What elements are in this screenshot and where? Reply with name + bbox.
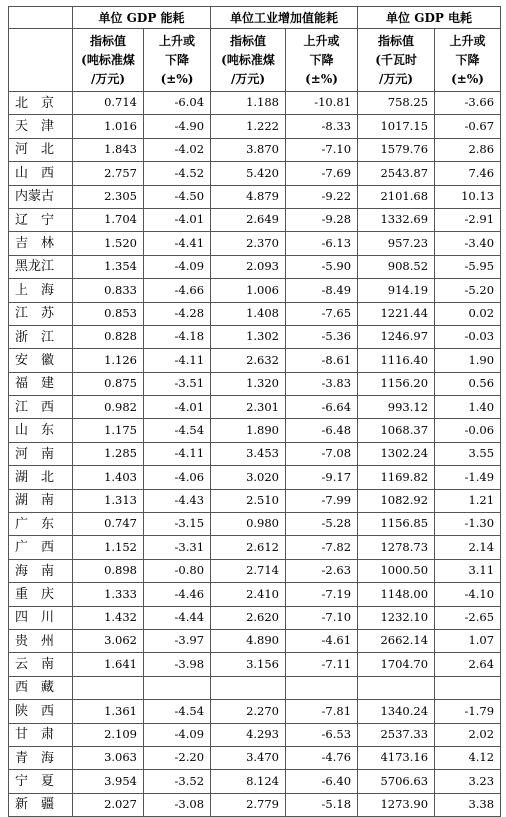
electricity-change-cell: 3.11 — [435, 559, 501, 582]
gdp-energy-change-cell: -4.11 — [144, 442, 211, 465]
electricity-change-cell: -0.03 — [435, 325, 501, 348]
region-cell: 西 藏 — [9, 676, 73, 699]
electricity-change-cell: 1.90 — [435, 349, 501, 372]
gdp-energy-change-cell: -3.52 — [144, 770, 211, 793]
table-row — [9, 115, 501, 138]
electricity-value-cell: 1148.00 — [358, 583, 435, 606]
gdp-energy-change-cell: -3.15 — [144, 513, 211, 536]
header-gdp-energy: 单位 GDP 能耗 — [73, 7, 211, 29]
industrial-change-cell: -9.28 — [286, 208, 358, 231]
table-row — [9, 770, 501, 793]
corner-cell-sub — [9, 29, 73, 92]
table-row — [9, 162, 501, 185]
gdp-energy-change-cell: -3.08 — [144, 793, 211, 816]
industrial-value-cell: 3.870 — [211, 138, 286, 161]
electricity-value-cell: 1302.24 — [358, 442, 435, 465]
electricity-value-cell: 1278.73 — [358, 536, 435, 559]
electricity-change-cell: 3.38 — [435, 793, 501, 816]
gdp-energy-value-cell: 1.641 — [73, 653, 144, 676]
region-cell: 山 西 — [9, 162, 73, 185]
gdp-energy-change-cell: -3.97 — [144, 629, 211, 652]
electricity-change-cell: 7.46 — [435, 162, 501, 185]
gdp-energy-change-cell: -4.52 — [144, 162, 211, 185]
gdp-energy-change-cell: -4.50 — [144, 185, 211, 208]
industrial-change-cell: -6.13 — [286, 232, 358, 255]
electricity-change-cell: 3.55 — [435, 442, 501, 465]
gdp-energy-value-cell: 1.361 — [73, 700, 144, 723]
region-cell: 山 东 — [9, 419, 73, 442]
industrial-change-cell: -7.08 — [286, 442, 358, 465]
industrial-value-cell: 2.632 — [211, 349, 286, 372]
industrial-value-cell: 3.156 — [211, 653, 286, 676]
table-row — [9, 606, 501, 629]
electricity-value-cell: 758.25 — [358, 92, 435, 115]
gdp-energy-value-cell: 0.747 — [73, 513, 144, 536]
region-cell: 宁 夏 — [9, 770, 73, 793]
table-row — [9, 700, 501, 723]
table-row — [9, 723, 501, 746]
table-row — [9, 396, 501, 419]
header-electricity-value: 指标值 (千瓦时 /万元) — [358, 29, 435, 92]
electricity-value-cell: 1000.50 — [358, 559, 435, 582]
gdp-energy-value-cell: 0.828 — [73, 325, 144, 348]
gdp-energy-value-cell: 0.982 — [73, 396, 144, 419]
region-cell: 广 东 — [9, 513, 73, 536]
table-row — [9, 349, 501, 372]
industrial-value-cell: 2.649 — [211, 208, 286, 231]
table-row — [9, 746, 501, 769]
gdp-energy-change-cell: -0.80 — [144, 559, 211, 582]
industrial-value-cell: 2.370 — [211, 232, 286, 255]
industrial-value-cell: 2.779 — [211, 793, 286, 816]
industrial-change-cell: -5.36 — [286, 325, 358, 348]
gdp-energy-value-cell: 1.432 — [73, 606, 144, 629]
industrial-value-cell: 3.453 — [211, 442, 286, 465]
gdp-energy-change-cell: -4.09 — [144, 723, 211, 746]
industrial-value-cell: 8.124 — [211, 770, 286, 793]
header-industrial-change: 上升或 下降 (±%) — [286, 29, 358, 92]
electricity-value-cell: 1082.92 — [358, 489, 435, 512]
table-row — [9, 466, 501, 489]
gdp-energy-change-cell: -4.01 — [144, 208, 211, 231]
gdp-energy-value-cell: 1.520 — [73, 232, 144, 255]
region-cell: 江 苏 — [9, 302, 73, 325]
region-cell: 安 徽 — [9, 349, 73, 372]
electricity-change-cell: 1.40 — [435, 396, 501, 419]
electricity-change-cell: -4.10 — [435, 583, 501, 606]
table-row — [9, 536, 501, 559]
region-cell: 贵 州 — [9, 629, 73, 652]
electricity-value-cell: 1221.44 — [358, 302, 435, 325]
industrial-change-cell: -7.10 — [286, 606, 358, 629]
industrial-change-cell: -8.61 — [286, 349, 358, 372]
table-row — [9, 208, 501, 231]
table-row — [9, 185, 501, 208]
gdp-energy-value-cell: 3.954 — [73, 770, 144, 793]
table-row — [9, 255, 501, 278]
electricity-change-cell: -5.95 — [435, 255, 501, 278]
region-cell: 青 海 — [9, 746, 73, 769]
industrial-change-cell: -7.10 — [286, 138, 358, 161]
gdp-energy-change-cell: -4.54 — [144, 700, 211, 723]
energy-consumption-table — [8, 6, 501, 817]
electricity-change-cell — [435, 676, 501, 699]
gdp-energy-value-cell: 2.109 — [73, 723, 144, 746]
gdp-energy-value-cell: 0.898 — [73, 559, 144, 582]
industrial-value-cell: 3.470 — [211, 746, 286, 769]
table-row — [9, 676, 501, 699]
electricity-value-cell: 1332.69 — [358, 208, 435, 231]
region-cell: 黑龙江 — [9, 255, 73, 278]
gdp-energy-change-cell: -4.46 — [144, 583, 211, 606]
industrial-value-cell: 3.020 — [211, 466, 286, 489]
table-row — [9, 559, 501, 582]
electricity-change-cell: 0.02 — [435, 302, 501, 325]
electricity-value-cell: 1340.24 — [358, 700, 435, 723]
header-gdp-energy-change: 上升或 下降 (±%) — [144, 29, 211, 92]
gdp-energy-value-cell: 0.833 — [73, 279, 144, 302]
electricity-value-cell: 2543.87 — [358, 162, 435, 185]
industrial-value-cell: 4.293 — [211, 723, 286, 746]
region-cell: 湖 北 — [9, 466, 73, 489]
electricity-value-cell: 957.23 — [358, 232, 435, 255]
region-cell: 河 南 — [9, 442, 73, 465]
table-body — [9, 92, 501, 817]
gdp-energy-value-cell: 1.333 — [73, 583, 144, 606]
header-electricity-change: 上升或 下降 (±%) — [435, 29, 501, 92]
table-row — [9, 583, 501, 606]
industrial-change-cell: -8.49 — [286, 279, 358, 302]
table-row — [9, 279, 501, 302]
industrial-value-cell — [211, 676, 286, 699]
electricity-value-cell: 1704.70 — [358, 653, 435, 676]
industrial-change-cell: -7.65 — [286, 302, 358, 325]
industrial-change-cell: -7.99 — [286, 489, 358, 512]
gdp-energy-change-cell: -3.51 — [144, 372, 211, 395]
industrial-value-cell: 5.420 — [211, 162, 286, 185]
gdp-energy-value-cell: 2.305 — [73, 185, 144, 208]
electricity-value-cell: 1232.10 — [358, 606, 435, 629]
region-cell: 陕 西 — [9, 700, 73, 723]
gdp-energy-value-cell: 0.875 — [73, 372, 144, 395]
industrial-value-cell: 1.408 — [211, 302, 286, 325]
gdp-energy-change-cell: -4.90 — [144, 115, 211, 138]
gdp-energy-change-cell: -4.44 — [144, 606, 211, 629]
table-row — [9, 442, 501, 465]
gdp-energy-change-cell: -4.18 — [144, 325, 211, 348]
gdp-energy-change-cell: -4.43 — [144, 489, 211, 512]
gdp-energy-change-cell: -4.11 — [144, 349, 211, 372]
electricity-change-cell: -0.06 — [435, 419, 501, 442]
region-cell: 新 疆 — [9, 793, 73, 816]
electricity-value-cell: 2662.14 — [358, 629, 435, 652]
gdp-energy-change-cell: -4.66 — [144, 279, 211, 302]
industrial-change-cell — [286, 676, 358, 699]
gdp-energy-change-cell: -4.28 — [144, 302, 211, 325]
electricity-value-cell — [358, 676, 435, 699]
industrial-value-cell: 2.410 — [211, 583, 286, 606]
electricity-value-cell: 2101.68 — [358, 185, 435, 208]
gdp-energy-value-cell: 1.403 — [73, 466, 144, 489]
region-cell: 吉 林 — [9, 232, 73, 255]
electricity-value-cell: 908.52 — [358, 255, 435, 278]
industrial-change-cell: -9.17 — [286, 466, 358, 489]
table-row — [9, 629, 501, 652]
industrial-value-cell: 4.879 — [211, 185, 286, 208]
industrial-value-cell: 2.714 — [211, 559, 286, 582]
electricity-change-cell: -5.20 — [435, 279, 501, 302]
electricity-value-cell: 1273.90 — [358, 793, 435, 816]
electricity-change-cell: 1.07 — [435, 629, 501, 652]
gdp-energy-value-cell: 2.757 — [73, 162, 144, 185]
electricity-value-cell: 1068.37 — [358, 419, 435, 442]
electricity-value-cell: 914.19 — [358, 279, 435, 302]
industrial-value-cell: 4.890 — [211, 629, 286, 652]
industrial-change-cell: -7.69 — [286, 162, 358, 185]
gdp-energy-value-cell: 0.853 — [73, 302, 144, 325]
industrial-change-cell: -8.33 — [286, 115, 358, 138]
gdp-energy-value-cell: 1.285 — [73, 442, 144, 465]
region-cell: 上 海 — [9, 279, 73, 302]
industrial-value-cell: 1.006 — [211, 279, 286, 302]
industrial-change-cell: -5.18 — [286, 793, 358, 816]
electricity-change-cell: -2.65 — [435, 606, 501, 629]
region-cell: 重 庆 — [9, 583, 73, 606]
region-cell: 内蒙古 — [9, 185, 73, 208]
gdp-energy-value-cell: 2.027 — [73, 793, 144, 816]
electricity-change-cell: 2.64 — [435, 653, 501, 676]
gdp-energy-value-cell: 1.354 — [73, 255, 144, 278]
gdp-energy-change-cell: -4.01 — [144, 396, 211, 419]
industrial-change-cell: -7.11 — [286, 653, 358, 676]
industrial-value-cell: 2.612 — [211, 536, 286, 559]
industrial-change-cell: -6.40 — [286, 770, 358, 793]
industrial-value-cell: 1.188 — [211, 92, 286, 115]
industrial-value-cell: 2.620 — [211, 606, 286, 629]
industrial-change-cell: -10.81 — [286, 92, 358, 115]
header-industrial-energy: 单位工业增加值能耗 — [211, 7, 358, 29]
industrial-value-cell: 2.301 — [211, 396, 286, 419]
electricity-change-cell: 3.23 — [435, 770, 501, 793]
region-cell: 天 津 — [9, 115, 73, 138]
gdp-energy-value-cell: 3.062 — [73, 629, 144, 652]
industrial-change-cell: -7.19 — [286, 583, 358, 606]
industrial-change-cell: -2.63 — [286, 559, 358, 582]
region-cell: 北 京 — [9, 92, 73, 115]
electricity-change-cell: -1.79 — [435, 700, 501, 723]
electricity-change-cell: 2.02 — [435, 723, 501, 746]
industrial-change-cell: -6.53 — [286, 723, 358, 746]
gdp-energy-change-cell: -2.20 — [144, 746, 211, 769]
table-row — [9, 92, 501, 115]
region-cell: 河 北 — [9, 138, 73, 161]
gdp-energy-value-cell: 1.175 — [73, 419, 144, 442]
gdp-energy-change-cell: -4.06 — [144, 466, 211, 489]
gdp-energy-value-cell: 1.704 — [73, 208, 144, 231]
header-group-row — [9, 7, 501, 29]
header-gdp-energy-value: 指标值 (吨标准煤 /万元) — [73, 29, 144, 92]
industrial-value-cell: 2.510 — [211, 489, 286, 512]
gdp-energy-change-cell: -6.04 — [144, 92, 211, 115]
region-cell: 湖 南 — [9, 489, 73, 512]
region-cell: 福 建 — [9, 372, 73, 395]
table-row — [9, 489, 501, 512]
table-row — [9, 793, 501, 816]
industrial-value-cell: 2.270 — [211, 700, 286, 723]
gdp-energy-value-cell: 1.313 — [73, 489, 144, 512]
table-row — [9, 419, 501, 442]
industrial-change-cell: -3.83 — [286, 372, 358, 395]
industrial-change-cell: -6.64 — [286, 396, 358, 419]
table-row — [9, 325, 501, 348]
table-row — [9, 232, 501, 255]
electricity-change-cell: 1.21 — [435, 489, 501, 512]
electricity-value-cell: 5706.63 — [358, 770, 435, 793]
gdp-energy-value-cell: 3.063 — [73, 746, 144, 769]
electricity-value-cell: 1156.85 — [358, 513, 435, 536]
industrial-value-cell: 0.980 — [211, 513, 286, 536]
electricity-value-cell: 1246.97 — [358, 325, 435, 348]
gdp-energy-value-cell: 1.126 — [73, 349, 144, 372]
electricity-value-cell: 1017.15 — [358, 115, 435, 138]
gdp-energy-change-cell — [144, 676, 211, 699]
table-row — [9, 513, 501, 536]
gdp-energy-value-cell: 1.016 — [73, 115, 144, 138]
electricity-change-cell: -0.67 — [435, 115, 501, 138]
header-sub-row — [9, 29, 501, 92]
electricity-value-cell: 4173.16 — [358, 746, 435, 769]
electricity-change-cell: 0.56 — [435, 372, 501, 395]
region-cell: 辽 宁 — [9, 208, 73, 231]
header-industrial-value: 指标值 (吨标准煤 /万元) — [211, 29, 286, 92]
gdp-energy-value-cell — [73, 676, 144, 699]
industrial-value-cell: 1.302 — [211, 325, 286, 348]
gdp-energy-change-cell: -4.54 — [144, 419, 211, 442]
corner-cell — [9, 7, 73, 29]
industrial-value-cell: 1.320 — [211, 372, 286, 395]
table-row — [9, 302, 501, 325]
industrial-value-cell: 1.222 — [211, 115, 286, 138]
region-cell: 四 川 — [9, 606, 73, 629]
gdp-energy-change-cell: -3.31 — [144, 536, 211, 559]
gdp-energy-value-cell: 1.843 — [73, 138, 144, 161]
industrial-change-cell: -5.28 — [286, 513, 358, 536]
electricity-value-cell: 1169.82 — [358, 466, 435, 489]
region-cell: 海 南 — [9, 559, 73, 582]
electricity-value-cell: 993.12 — [358, 396, 435, 419]
electricity-value-cell: 1156.20 — [358, 372, 435, 395]
electricity-change-cell: -1.49 — [435, 466, 501, 489]
region-cell: 广 西 — [9, 536, 73, 559]
electricity-change-cell: -1.30 — [435, 513, 501, 536]
industrial-change-cell: -4.76 — [286, 746, 358, 769]
industrial-change-cell: -6.48 — [286, 419, 358, 442]
gdp-energy-change-cell: -4.41 — [144, 232, 211, 255]
gdp-energy-value-cell: 0.714 — [73, 92, 144, 115]
region-cell: 甘 肃 — [9, 723, 73, 746]
electricity-change-cell: 2.14 — [435, 536, 501, 559]
electricity-change-cell: -3.66 — [435, 92, 501, 115]
gdp-energy-change-cell: -4.02 — [144, 138, 211, 161]
electricity-value-cell: 1579.76 — [358, 138, 435, 161]
region-cell: 浙 江 — [9, 325, 73, 348]
electricity-change-cell: -3.40 — [435, 232, 501, 255]
gdp-energy-value-cell: 1.152 — [73, 536, 144, 559]
table-row — [9, 138, 501, 161]
header-gdp-electricity: 单位 GDP 电耗 — [358, 7, 501, 29]
region-cell: 江 西 — [9, 396, 73, 419]
table-row — [9, 653, 501, 676]
region-cell: 云 南 — [9, 653, 73, 676]
industrial-value-cell: 1.890 — [211, 419, 286, 442]
industrial-change-cell: -4.61 — [286, 629, 358, 652]
industrial-change-cell: -7.82 — [286, 536, 358, 559]
industrial-change-cell: -7.81 — [286, 700, 358, 723]
industrial-value-cell: 2.093 — [211, 255, 286, 278]
electricity-value-cell: 1116.40 — [358, 349, 435, 372]
electricity-change-cell: -2.91 — [435, 208, 501, 231]
electricity-change-cell: 2.86 — [435, 138, 501, 161]
electricity-change-cell: 10.13 — [435, 185, 501, 208]
electricity-value-cell: 2537.33 — [358, 723, 435, 746]
industrial-change-cell: -9.22 — [286, 185, 358, 208]
table-row — [9, 372, 501, 395]
industrial-change-cell: -5.90 — [286, 255, 358, 278]
gdp-energy-change-cell: -4.09 — [144, 255, 211, 278]
electricity-change-cell: 4.12 — [435, 746, 501, 769]
gdp-energy-change-cell: -3.98 — [144, 653, 211, 676]
